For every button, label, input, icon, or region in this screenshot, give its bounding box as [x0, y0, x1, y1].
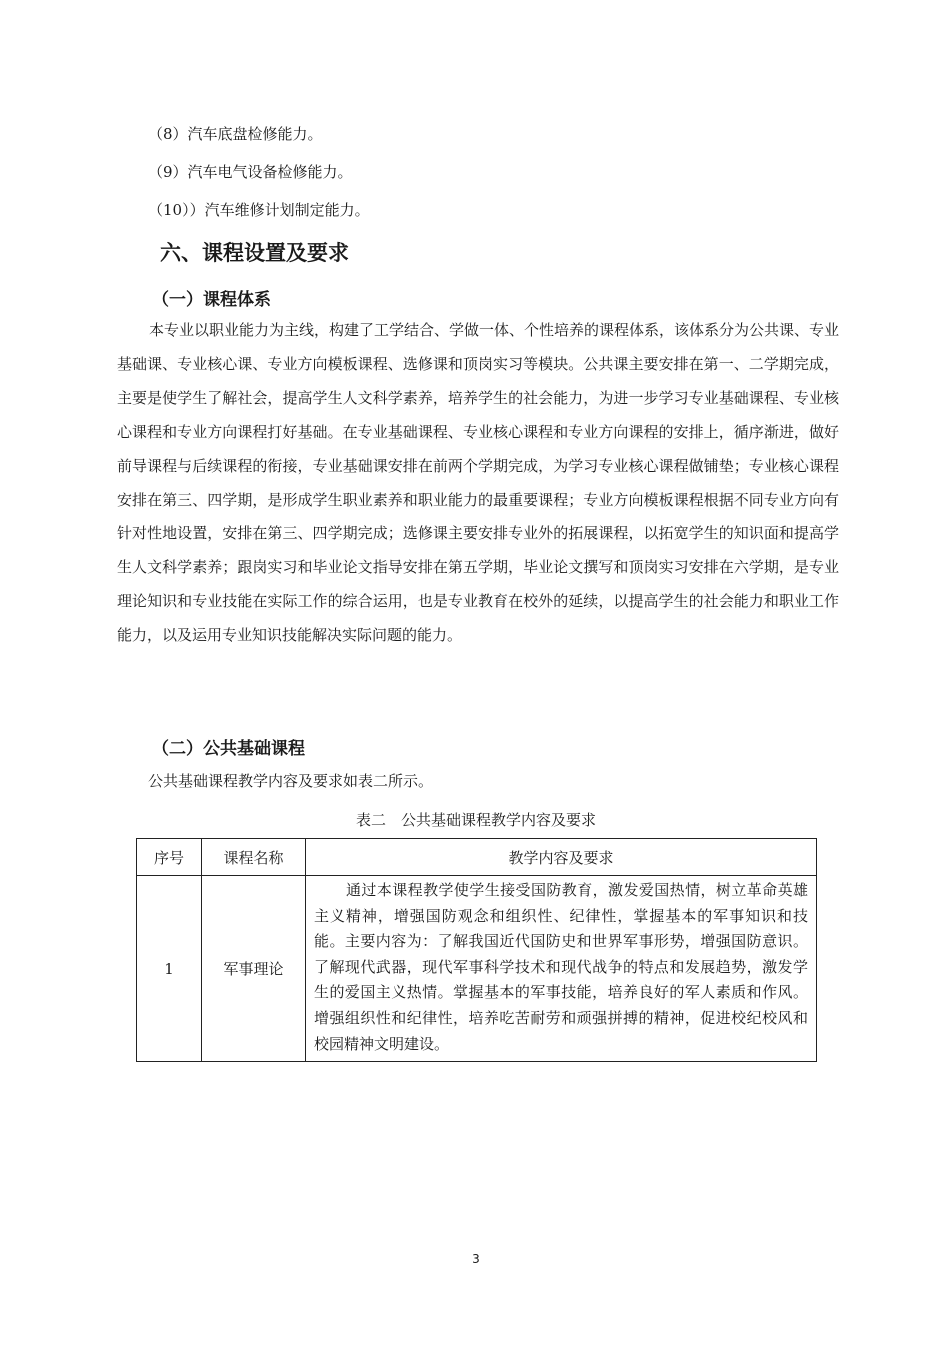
header-course-name: 课程名称 [202, 839, 306, 876]
cell-course-name: 军事理论 [202, 876, 306, 1062]
subsection-heading-curriculum: （一）课程体系 [152, 290, 271, 310]
course-table [136, 838, 817, 1062]
cell-content: 通过本课程教学使学生接受国防教育，激发爱国热情，树立革命英雄主义精神，增强国防观念和组织性、纪律性，掌握基本的军事知识和技能。主要内容为：了解我国近代国防史和世界军事形势，增强国防意识。了解现代武器，现代军事科学技术和现代战争的特点和发展趋势，激发学生的爱国主义热情。掌握基本的军事技能，培养良好的军人素质和作风。增强组织性和纪律性，培养吃苦耐劳和顽强拼搏的精神，促进校纪校风和校园精神文明建设。 [306, 876, 817, 1062]
header-no: 序号 [137, 839, 202, 876]
list-item-9: （9）汽车电气设备检修能力。 [148, 163, 353, 181]
page-number: 3 [472, 1252, 480, 1266]
curriculum-paragraph: 本专业以职业能力为主线，构建了工学结合、学做一体、个性培养的课程体系，该体系分为公共课、专业基础课、专业核心课、专业方向模板课程、选修课和顶岗实习等模块。公共课主要安排在第一、二学期完成，主要是使学生了解社会，提高学生人文科学素养，培养学生的社会能力，为进一步学习专业基础课程、专业核心课程和专业方向课程打好基础。在专业基础课程、专业核心课程和专业方向课程的安排上，循序渐进，做好前导课程与后续课程的衔接，专业基础课安排在前两个学期完成，为学习专业核心课程做铺垫；专业核心课程安排在第三、四学期，是形成学生职业素养和职业能力的最重要课程；专业方向模板课程根据不同专业方向有针对性地设置，安排在第三、四学期完成；选修课主要安排专业外的拓展课程，以拓宽学生的知识面和提高学生人文科学素养；跟岗实习和毕业论文指导安排在第五学期，毕业论文撰写和顶岗实习安排在六学期，是专业理论知识和专业技能在实际工作的综合运用，也是专业教育在校外的延续，以提高学生的社会能力和职业工作能力，以及运用专业知识技能解决实际问题的能力。 [117, 321, 840, 645]
list-item-10: （10））汽车维修计划制定能力。 [148, 201, 370, 219]
header-content: 教学内容及要求 [306, 839, 817, 876]
table-row [137, 876, 817, 1062]
cell-no: 1 [137, 876, 202, 1062]
subsection-heading-public-courses: （二）公共基础课程 [152, 739, 305, 759]
table-caption: 表二 公共基础课程教学内容及要求 [355, 811, 596, 829]
public-courses-intro: 公共基础课程教学内容及要求如表二所示。 [148, 772, 434, 790]
section-heading: 六、课程设置及要求 [160, 241, 349, 265]
table-header-row [137, 839, 817, 876]
list-item-8: （8）汽车底盘检修能力。 [148, 125, 323, 143]
